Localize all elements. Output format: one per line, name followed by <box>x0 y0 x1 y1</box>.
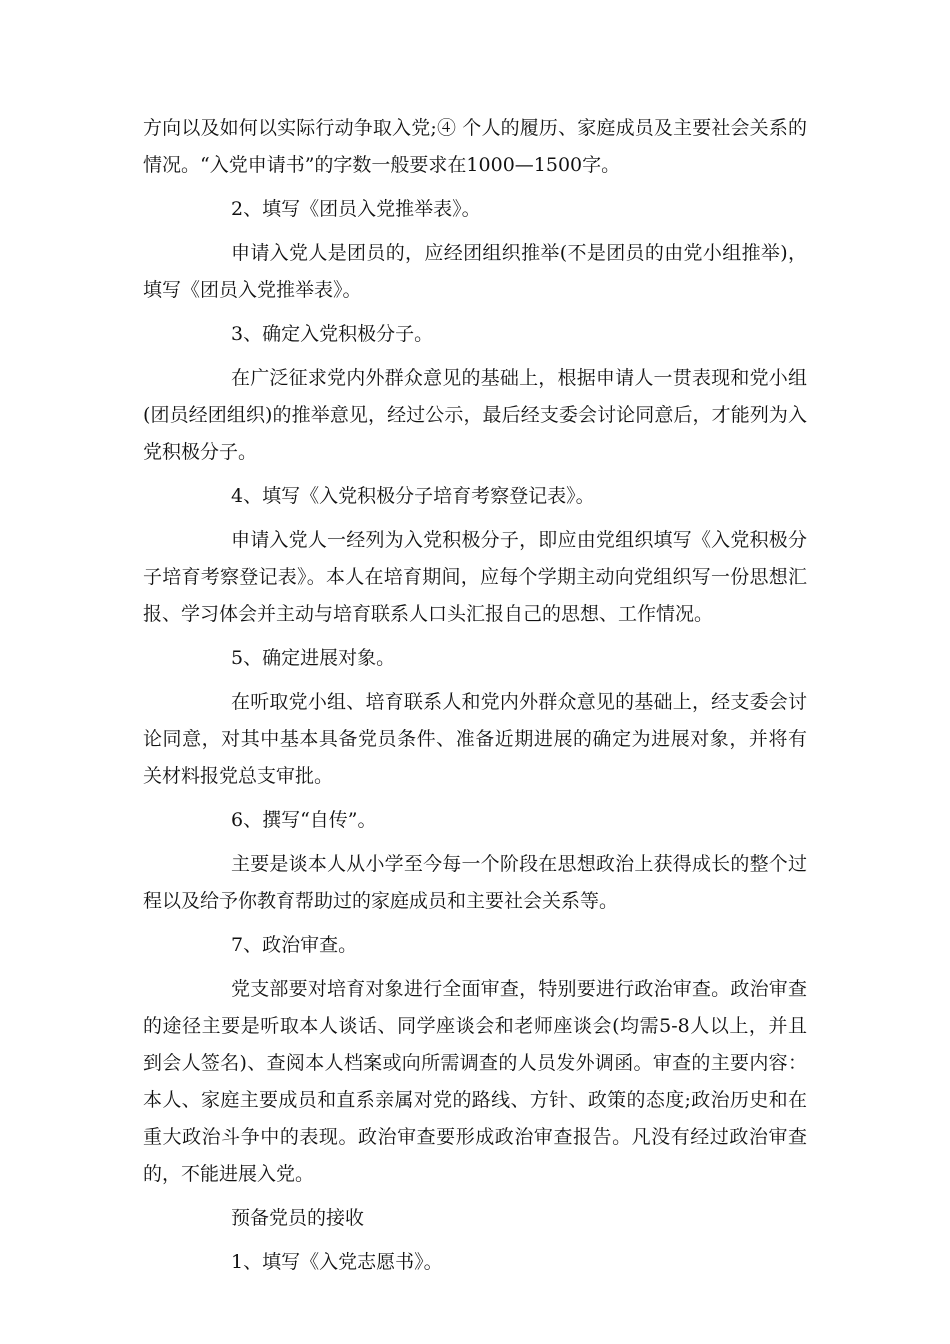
paragraph: 在广泛征求党内外群众意见的基础上，根据申请人一贯表现和党小组(团员经团组织)的推举意见，经过公示，最后经支委会讨论同意后，才能列为入党积极分子。 <box>143 367 807 463</box>
paragraph: 方向以及如何以实际行动争取入党;④ 个人的履历、家庭成员及主要社会关系的情况。“入党申请书”的字数一般要求在1000—1500字。 <box>143 117 807 176</box>
paragraph: 在听取党小组、培育联系人和党内外群众意见的基础上，经支委会讨论同意，对其中基本具备党员条件、准备近期进展的确定为进展对象，并将有关材料报党总支审批。 <box>143 691 807 787</box>
section-heading: 5、确定进展对象。 <box>231 647 396 669</box>
section-title: 预备党员的接收 <box>231 1207 365 1229</box>
paragraph: 主要是谈本人从小学至今每一个阶段在思想政治上获得成长的整个过程以及给予你教育帮助过的家庭成员和主要社会关系等。 <box>143 853 807 912</box>
section-heading: 4、填写《入党积极分子培育考察登记表》。 <box>231 485 595 507</box>
document-body <box>143 110 807 1281</box>
section-heading: 1、填写《入党志愿书》。 <box>231 1251 443 1273</box>
paragraph: 申请入党人是团员的，应经团组织推举(不是团员的由党小组推举)，填写《团员入党推举表》。 <box>143 242 807 301</box>
paragraph: 申请入党人一经列为入党积极分子，即应由党组织填写《入党积极分子培育考察登记表》。本人在培育期间，应每个学期主动向党组织写一份思想汇报、学习体会并主动与培育联系人口头汇报自己的思想、工作情况。 <box>143 529 807 625</box>
section-heading: 6、撰写“自传”。 <box>231 809 377 831</box>
section-heading: 3、确定入党积极分子。 <box>231 323 434 345</box>
paragraph: 党支部要对培育对象进行全面审查，特别要进行政治审查。政治审查的途径主要是听取本人谈话、同学座谈会和老师座谈会(均需5-8人以上，并且到会人签名)、查阅本人档案或向所需调查的人员发外调函。审查的主要内容：本人、家庭主要成员和直系亲属对党的路线、方针、政策的态度;政治历史和在重大政治斗争中的表现。政治审查要形成政治审查报告。凡没有经过政治审查的，不能进展入党。 <box>143 978 807 1185</box>
section-heading: 2、填写《团员入党推举表》。 <box>231 198 481 220</box>
section-heading: 7、政治审查。 <box>231 934 358 956</box>
